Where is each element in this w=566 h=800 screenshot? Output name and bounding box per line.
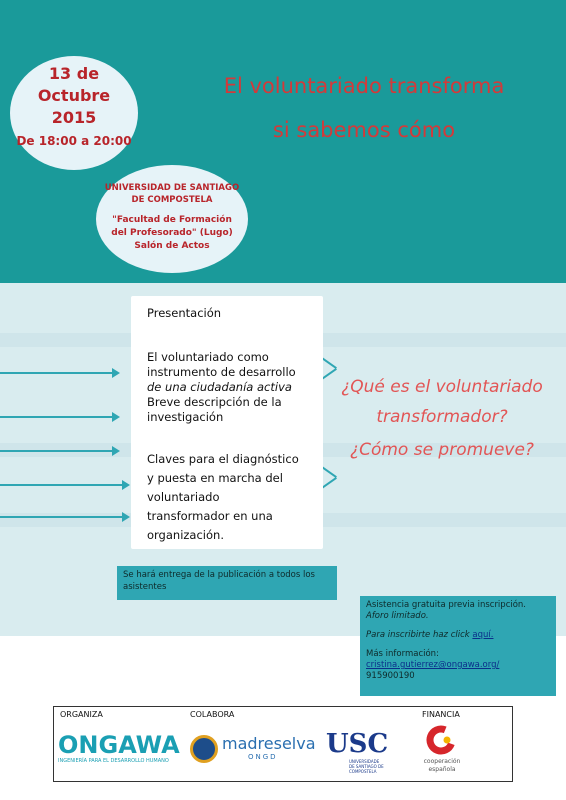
question-what: ¿Qué es el voluntariado transformador? <box>341 377 543 427</box>
arrow-icon <box>0 484 128 486</box>
phone-number: 915900190 <box>366 671 415 681</box>
madreselva-logo-icon <box>190 735 218 763</box>
colabora-label: COLABORA <box>190 710 235 719</box>
date-day: 13 de <box>48 64 100 83</box>
financia-label: FINANCIA <box>422 710 460 719</box>
date-year: 2015 <box>51 108 97 127</box>
page-title: El voluntariado transforma si sabemos cómo <box>223 74 505 142</box>
date-circle <box>10 56 138 170</box>
sponsors-footer <box>53 706 513 782</box>
usc-tagline: UNIVERSIDADE DE SANTIAGO DE COMPOSTELA <box>349 759 384 774</box>
publication-note: Se hará entrega de la publicación a todos los asistentes <box>117 566 337 600</box>
arrow-icon <box>0 372 118 374</box>
cooperacion-logo-icon <box>426 725 456 755</box>
madreselva-tagline: ONGD <box>248 753 278 761</box>
date-month: Octubre <box>37 86 111 105</box>
agenda-item-keys: Claves para el diagnóstico y puesta en marcha del voluntariado transformador en una organización. <box>147 452 299 542</box>
agenda-item-volunteering: El voluntariado como instrumento de desarrollo de una ciudadanía activa Breve descripción de la investigación <box>147 350 296 424</box>
date-time: De 18:00 a 20:00 <box>16 134 132 148</box>
arrow-icon <box>0 450 118 452</box>
agenda-box <box>131 296 323 549</box>
ongawa-tagline: INGENIERÍA PARA EL DESARROLLO HUMANO <box>58 758 169 764</box>
arrow-icon <box>0 516 128 518</box>
registration-info: Asistencia gratuita previa inscripción. Aforo limitado. Para inscribirte haz click aquí. Más información: cristina.gutierrez@ongawa.org/ 915900190 <box>360 596 556 696</box>
cooperacion-text: cooperación española <box>423 758 461 773</box>
arrow-icon <box>0 416 118 418</box>
venue-university: UNIVERSIDAD DE SANTIAGO DE COMPOSTELA <box>104 183 240 205</box>
venue-circle <box>96 165 248 273</box>
register-link[interactable]: aquí. <box>472 630 494 640</box>
madreselva-logo: madreselva <box>222 734 316 753</box>
usc-logo: USC <box>326 729 389 759</box>
agenda-item-presentation: Presentación <box>147 306 222 320</box>
ongawa-logo: ONGAWA <box>58 731 180 759</box>
venue-faculty: "Facultad de Formación del Profesorado" (Lugo) Salón de Actos <box>111 215 233 251</box>
question-how: ¿Cómo se promueve? <box>350 440 534 460</box>
organiza-label: ORGANIZA <box>60 710 103 719</box>
email-link[interactable]: cristina.gutierrez@ongawa.org/ <box>366 660 500 670</box>
